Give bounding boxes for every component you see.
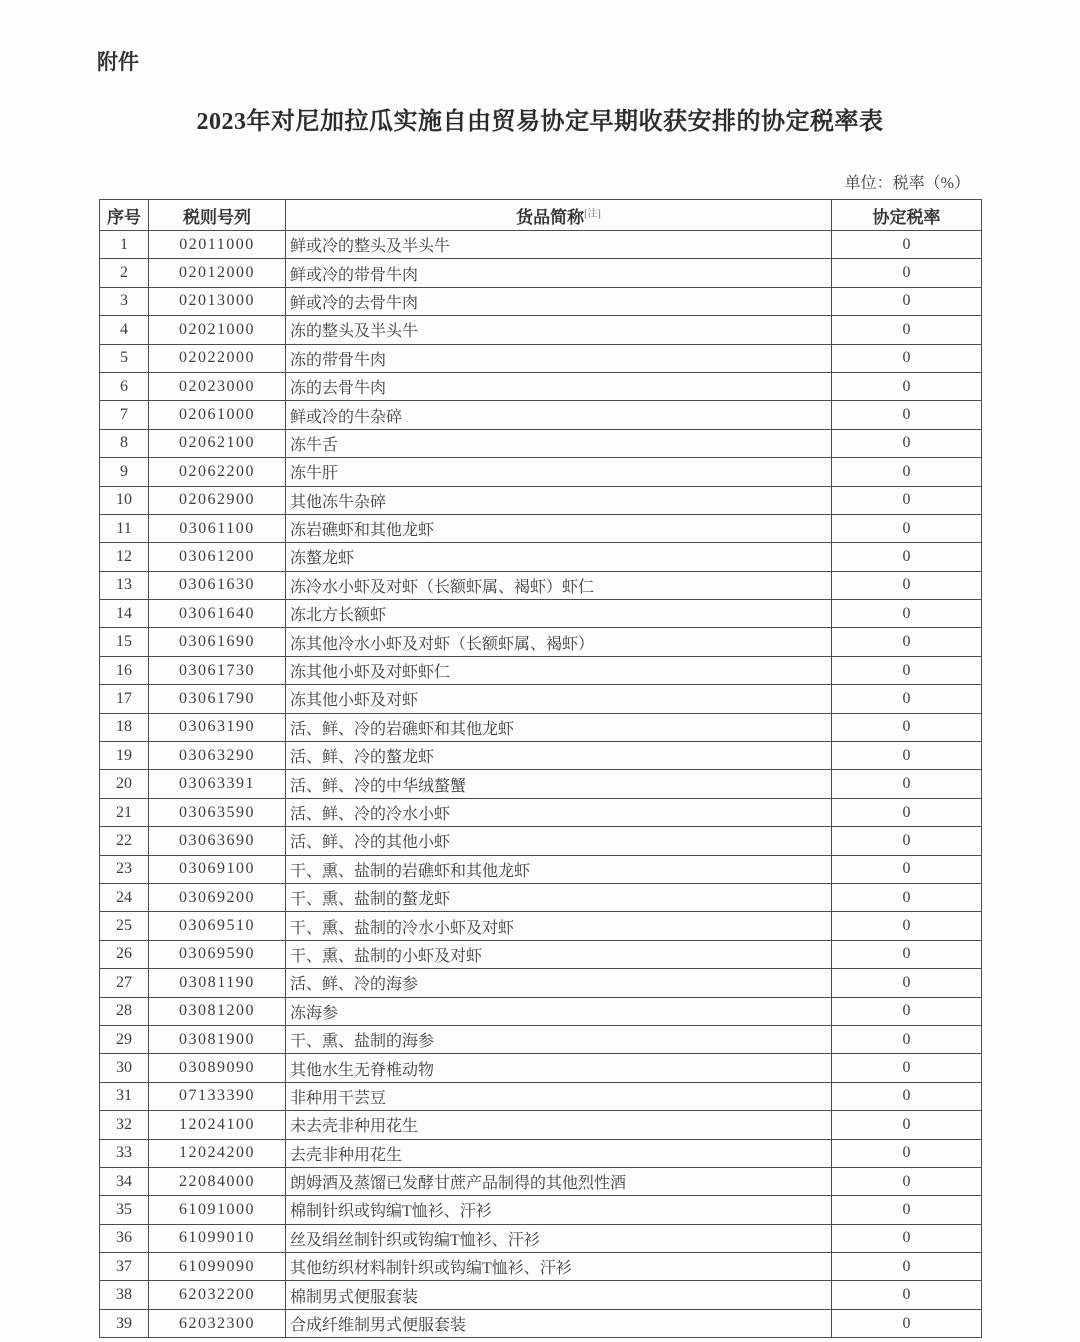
col-header-agreement-rate: 协定税率 bbox=[832, 200, 982, 231]
cell-product-name: 丝及绢丝制针织或钩编T恤衫、汗衫 bbox=[286, 1224, 832, 1252]
col-header-product-name bbox=[286, 200, 832, 231]
cell-index: 37 bbox=[100, 1253, 149, 1281]
table-row bbox=[100, 628, 982, 656]
table-row bbox=[100, 372, 982, 400]
cell-product-name: 活、鲜、冷的海参 bbox=[286, 969, 832, 997]
cell-agreement-rate: 0 bbox=[832, 742, 982, 770]
cell-tariff-code: 03061640 bbox=[149, 600, 286, 628]
cell-index: 22 bbox=[100, 827, 149, 855]
cell-agreement-rate: 0 bbox=[832, 316, 982, 344]
cell-index: 23 bbox=[100, 855, 149, 883]
table-row bbox=[100, 940, 982, 968]
table-row bbox=[100, 1139, 982, 1167]
cell-agreement-rate: 0 bbox=[832, 287, 982, 315]
cell-product-name: 干、熏、盐制的岩礁虾和其他龙虾 bbox=[286, 855, 832, 883]
cell-product-name: 鲜或冷的牛杂碎 bbox=[286, 401, 832, 429]
cell-product-name: 未去壳非种用花生 bbox=[286, 1111, 832, 1139]
cell-tariff-code: 03061730 bbox=[149, 656, 286, 684]
cell-agreement-rate: 0 bbox=[832, 1111, 982, 1139]
cell-agreement-rate: 0 bbox=[832, 685, 982, 713]
table-row bbox=[100, 1054, 982, 1082]
cell-tariff-code: 02013000 bbox=[149, 287, 286, 315]
tariff-table bbox=[99, 199, 982, 1338]
cell-index: 28 bbox=[100, 997, 149, 1025]
cell-index: 1 bbox=[100, 231, 149, 259]
cell-agreement-rate: 0 bbox=[832, 713, 982, 741]
cell-tariff-code: 03081200 bbox=[149, 997, 286, 1025]
cell-index: 24 bbox=[100, 883, 149, 911]
cell-tariff-code: 03063590 bbox=[149, 798, 286, 826]
cell-index: 16 bbox=[100, 656, 149, 684]
tariff-table-body bbox=[100, 231, 982, 1338]
table-row bbox=[100, 713, 982, 741]
cell-tariff-code: 03069200 bbox=[149, 883, 286, 911]
cell-product-name: 棉制男式便服套装 bbox=[286, 1281, 832, 1309]
table-row bbox=[100, 656, 982, 684]
cell-tariff-code: 12024100 bbox=[149, 1111, 286, 1139]
table-row bbox=[100, 344, 982, 372]
cell-product-name: 干、熏、盐制的冷水小虾及对虾 bbox=[286, 912, 832, 940]
attachment-label: 附件 bbox=[97, 50, 139, 74]
table-header-row bbox=[100, 200, 982, 231]
col-header-product-name-label: 货品简称 bbox=[516, 207, 585, 227]
cell-tariff-code: 02023000 bbox=[149, 372, 286, 400]
cell-product-name: 冻海参 bbox=[286, 997, 832, 1025]
cell-agreement-rate: 0 bbox=[832, 1309, 982, 1337]
cell-tariff-code: 12024200 bbox=[149, 1139, 286, 1167]
cell-agreement-rate: 0 bbox=[832, 231, 982, 259]
cell-tariff-code: 62032300 bbox=[149, 1309, 286, 1337]
cell-index: 17 bbox=[100, 685, 149, 713]
table-row bbox=[100, 1196, 982, 1224]
cell-agreement-rate: 0 bbox=[832, 883, 982, 911]
cell-agreement-rate: 0 bbox=[832, 259, 982, 287]
cell-tariff-code: 03069590 bbox=[149, 940, 286, 968]
cell-agreement-rate: 0 bbox=[832, 656, 982, 684]
cell-tariff-code: 02021000 bbox=[149, 316, 286, 344]
cell-tariff-code: 03061200 bbox=[149, 543, 286, 571]
table-row bbox=[100, 827, 982, 855]
table-row bbox=[100, 1111, 982, 1139]
cell-product-name: 冻的去骨牛肉 bbox=[286, 372, 832, 400]
cell-product-name: 冻其他小虾及对虾 bbox=[286, 685, 832, 713]
cell-agreement-rate: 0 bbox=[832, 486, 982, 514]
cell-product-name: 冻螯龙虾 bbox=[286, 543, 832, 571]
col-header-index: 序号 bbox=[100, 200, 149, 231]
table-row bbox=[100, 798, 982, 826]
cell-index: 6 bbox=[100, 372, 149, 400]
cell-tariff-code: 61091000 bbox=[149, 1196, 286, 1224]
cell-tariff-code: 61099010 bbox=[149, 1224, 286, 1252]
cell-tariff-code: 02011000 bbox=[149, 231, 286, 259]
table-row bbox=[100, 543, 982, 571]
table-row bbox=[100, 770, 982, 798]
table-row bbox=[100, 912, 982, 940]
cell-agreement-rate: 0 bbox=[832, 514, 982, 542]
cell-tariff-code: 02022000 bbox=[149, 344, 286, 372]
cell-agreement-rate: 0 bbox=[832, 344, 982, 372]
cell-index: 18 bbox=[100, 713, 149, 741]
cell-product-name: 其他纺织材料制针织或钩编T恤衫、汗衫 bbox=[286, 1253, 832, 1281]
cell-index: 32 bbox=[100, 1111, 149, 1139]
cell-index: 12 bbox=[100, 543, 149, 571]
cell-index: 26 bbox=[100, 940, 149, 968]
cell-tariff-code: 03063290 bbox=[149, 742, 286, 770]
note-superscript: [注] bbox=[584, 207, 601, 219]
cell-agreement-rate: 0 bbox=[832, 912, 982, 940]
cell-index: 7 bbox=[100, 401, 149, 429]
cell-tariff-code: 03081900 bbox=[149, 1025, 286, 1053]
table-row bbox=[100, 855, 982, 883]
cell-index: 15 bbox=[100, 628, 149, 656]
cell-tariff-code: 02012000 bbox=[149, 259, 286, 287]
table-row bbox=[100, 1224, 982, 1252]
cell-index: 29 bbox=[100, 1025, 149, 1053]
cell-agreement-rate: 0 bbox=[832, 798, 982, 826]
cell-tariff-code: 03089090 bbox=[149, 1054, 286, 1082]
cell-index: 31 bbox=[100, 1082, 149, 1110]
table-row bbox=[100, 231, 982, 259]
page-title: 2023年对尼加拉瓜实施自由贸易协定早期收获安排的协定税率表 bbox=[196, 109, 884, 135]
cell-index: 5 bbox=[100, 344, 149, 372]
cell-agreement-rate: 0 bbox=[832, 940, 982, 968]
cell-agreement-rate: 0 bbox=[832, 401, 982, 429]
cell-tariff-code: 62032200 bbox=[149, 1281, 286, 1309]
cell-product-name: 冻其他小虾及对虾虾仁 bbox=[286, 656, 832, 684]
cell-agreement-rate: 0 bbox=[832, 855, 982, 883]
cell-agreement-rate: 0 bbox=[832, 1167, 982, 1195]
cell-product-name: 活、鲜、冷的螯龙虾 bbox=[286, 742, 832, 770]
cell-agreement-rate: 0 bbox=[832, 628, 982, 656]
cell-tariff-code: 61099090 bbox=[149, 1253, 286, 1281]
cell-product-name: 干、熏、盐制的小虾及对虾 bbox=[286, 940, 832, 968]
cell-tariff-code: 02061000 bbox=[149, 401, 286, 429]
cell-product-name: 鲜或冷的整头及半头牛 bbox=[286, 231, 832, 259]
table-row bbox=[100, 259, 982, 287]
table-row bbox=[100, 1281, 982, 1309]
cell-index: 2 bbox=[100, 259, 149, 287]
cell-product-name: 冻牛舌 bbox=[286, 429, 832, 457]
cell-product-name: 冻岩礁虾和其他龙虾 bbox=[286, 514, 832, 542]
cell-product-name: 其他水生无脊椎动物 bbox=[286, 1054, 832, 1082]
cell-product-name: 鲜或冷的带骨牛肉 bbox=[286, 259, 832, 287]
table-row bbox=[100, 1167, 982, 1195]
cell-tariff-code: 02062200 bbox=[149, 458, 286, 486]
cell-product-name: 冻冷水小虾及对虾（长额虾属、褐虾）虾仁 bbox=[286, 571, 832, 599]
cell-agreement-rate: 0 bbox=[832, 458, 982, 486]
cell-index: 39 bbox=[100, 1309, 149, 1337]
cell-product-name: 冻牛肝 bbox=[286, 458, 832, 486]
cell-tariff-code: 03061100 bbox=[149, 514, 286, 542]
cell-product-name: 冻的带骨牛肉 bbox=[286, 344, 832, 372]
cell-index: 36 bbox=[100, 1224, 149, 1252]
cell-agreement-rate: 0 bbox=[832, 1224, 982, 1252]
cell-tariff-code: 02062100 bbox=[149, 429, 286, 457]
cell-agreement-rate: 0 bbox=[832, 827, 982, 855]
cell-agreement-rate: 0 bbox=[832, 770, 982, 798]
cell-index: 33 bbox=[100, 1139, 149, 1167]
cell-index: 21 bbox=[100, 798, 149, 826]
cell-index: 11 bbox=[100, 514, 149, 542]
cell-product-name: 棉制针织或钩编T恤衫、汗衫 bbox=[286, 1196, 832, 1224]
cell-product-name: 活、鲜、冷的中华绒螯蟹 bbox=[286, 770, 832, 798]
cell-product-name: 去壳非种用花生 bbox=[286, 1139, 832, 1167]
cell-tariff-code: 03063391 bbox=[149, 770, 286, 798]
cell-agreement-rate: 0 bbox=[832, 1139, 982, 1167]
cell-product-name: 干、熏、盐制的螯龙虾 bbox=[286, 883, 832, 911]
table-row bbox=[100, 1253, 982, 1281]
cell-index: 38 bbox=[100, 1281, 149, 1309]
table-row bbox=[100, 514, 982, 542]
cell-tariff-code: 07133390 bbox=[149, 1082, 286, 1110]
table-row bbox=[100, 1082, 982, 1110]
cell-tariff-code: 03069100 bbox=[149, 855, 286, 883]
cell-agreement-rate: 0 bbox=[832, 571, 982, 599]
cell-product-name: 冻其他冷水小虾及对虾（长额虾属、褐虾） bbox=[286, 628, 832, 656]
cell-tariff-code: 02062900 bbox=[149, 486, 286, 514]
cell-index: 35 bbox=[100, 1196, 149, 1224]
cell-agreement-rate: 0 bbox=[832, 600, 982, 628]
col-header-tariff-code: 税则号列 bbox=[149, 200, 286, 231]
cell-agreement-rate: 0 bbox=[832, 1054, 982, 1082]
cell-product-name: 朗姆酒及蒸馏已发酵甘蔗产品制得的其他烈性酒 bbox=[286, 1167, 832, 1195]
cell-tariff-code: 03061790 bbox=[149, 685, 286, 713]
table-row bbox=[100, 458, 982, 486]
table-row bbox=[100, 571, 982, 599]
table-row bbox=[100, 287, 982, 315]
cell-agreement-rate: 0 bbox=[832, 1253, 982, 1281]
cell-index: 27 bbox=[100, 969, 149, 997]
cell-tariff-code: 03081190 bbox=[149, 969, 286, 997]
table-row bbox=[100, 316, 982, 344]
cell-index: 8 bbox=[100, 429, 149, 457]
cell-product-name: 非种用干芸豆 bbox=[286, 1082, 832, 1110]
cell-index: 4 bbox=[100, 316, 149, 344]
table-row bbox=[100, 742, 982, 770]
cell-product-name: 鲜或冷的去骨牛肉 bbox=[286, 287, 832, 315]
cell-index: 20 bbox=[100, 770, 149, 798]
table-row bbox=[100, 1309, 982, 1337]
cell-index: 25 bbox=[100, 912, 149, 940]
cell-product-name: 其他冻牛杂碎 bbox=[286, 486, 832, 514]
cell-tariff-code: 03063690 bbox=[149, 827, 286, 855]
cell-product-name: 干、熏、盐制的海参 bbox=[286, 1025, 832, 1053]
cell-agreement-rate: 0 bbox=[832, 1082, 982, 1110]
cell-index: 30 bbox=[100, 1054, 149, 1082]
cell-agreement-rate: 0 bbox=[832, 969, 982, 997]
cell-product-name: 冻北方长额虾 bbox=[286, 600, 832, 628]
cell-tariff-code: 03063190 bbox=[149, 713, 286, 741]
cell-product-name: 活、鲜、冷的冷水小虾 bbox=[286, 798, 832, 826]
cell-product-name: 活、鲜、冷的岩礁虾和其他龙虾 bbox=[286, 713, 832, 741]
cell-index: 3 bbox=[100, 287, 149, 315]
cell-index: 34 bbox=[100, 1167, 149, 1195]
cell-product-name: 冻的整头及半头牛 bbox=[286, 316, 832, 344]
cell-tariff-code: 03061630 bbox=[149, 571, 286, 599]
cell-agreement-rate: 0 bbox=[832, 429, 982, 457]
table-row bbox=[100, 685, 982, 713]
cell-agreement-rate: 0 bbox=[832, 1196, 982, 1224]
table-row bbox=[100, 1025, 982, 1053]
table-row bbox=[100, 883, 982, 911]
cell-index: 14 bbox=[100, 600, 149, 628]
cell-agreement-rate: 0 bbox=[832, 1281, 982, 1309]
cell-product-name: 合成纤维制男式便服套装 bbox=[286, 1309, 832, 1337]
cell-tariff-code: 03069510 bbox=[149, 912, 286, 940]
cell-tariff-code: 03061690 bbox=[149, 628, 286, 656]
cell-index: 19 bbox=[100, 742, 149, 770]
cell-index: 13 bbox=[100, 571, 149, 599]
table-row bbox=[100, 429, 982, 457]
table-row bbox=[100, 600, 982, 628]
table-row bbox=[100, 486, 982, 514]
table-row bbox=[100, 969, 982, 997]
unit-note: 单位：税率（%） bbox=[844, 175, 970, 192]
cell-product-name: 活、鲜、冷的其他小虾 bbox=[286, 827, 832, 855]
cell-tariff-code: 22084000 bbox=[149, 1167, 286, 1195]
cell-agreement-rate: 0 bbox=[832, 1025, 982, 1053]
cell-agreement-rate: 0 bbox=[832, 372, 982, 400]
cell-agreement-rate: 0 bbox=[832, 997, 982, 1025]
cell-index: 9 bbox=[100, 458, 149, 486]
table-row bbox=[100, 401, 982, 429]
cell-agreement-rate: 0 bbox=[832, 543, 982, 571]
cell-index: 10 bbox=[100, 486, 149, 514]
table-row bbox=[100, 997, 982, 1025]
